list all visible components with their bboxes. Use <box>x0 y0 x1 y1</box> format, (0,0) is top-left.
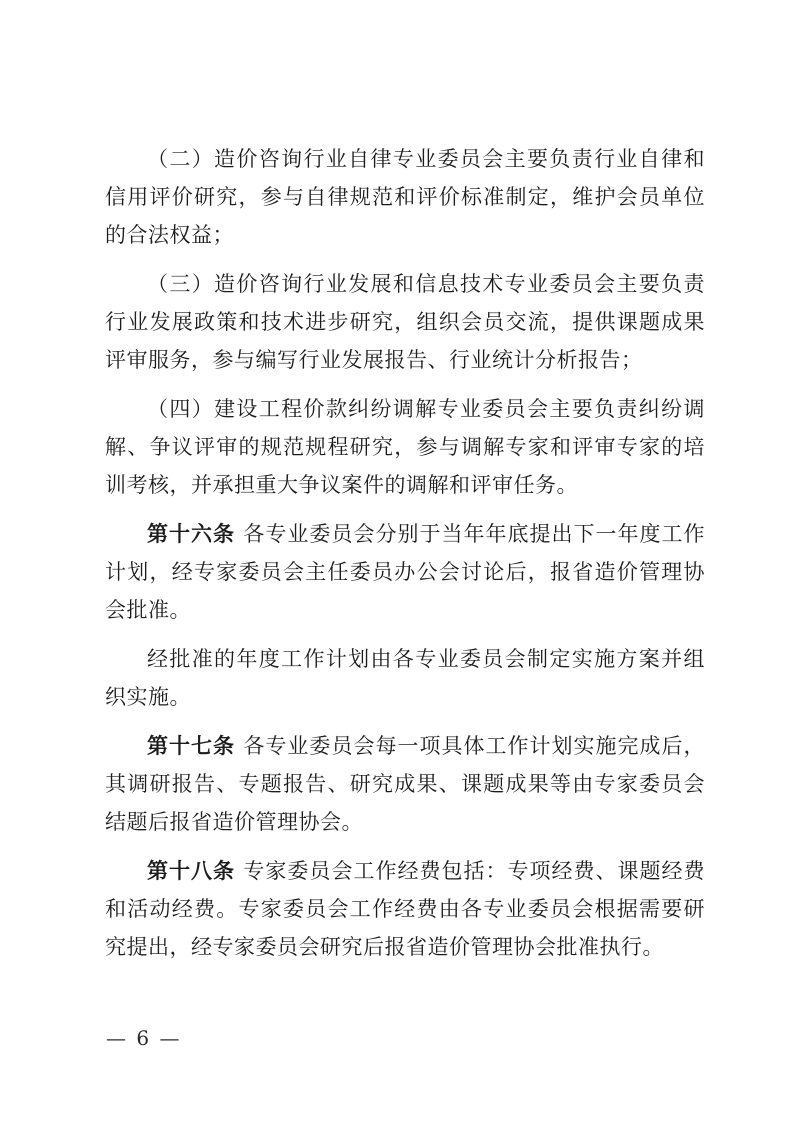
paragraph-article-18 <box>105 852 705 966</box>
paragraph-text: （四）建设工程价款纠纷调解专业委员会主要负责纠纷调解、争议评审的规范规程研究，参与调解专家和评审专家的培训考核，并承担重大争议案件的调解和评审任务。 <box>105 397 705 497</box>
paragraph-text: （三）造价咨询行业发展和信息技术专业委员会主要负责行业发展政策和技术进步研究，组织会员交流，提供课题成果评审服务，参与编写行业发展报告、行业统计分析报告； <box>105 272 705 372</box>
paragraph-article-16-continuation <box>105 640 705 716</box>
paragraph-text: 各专业委员会分别于当年年底提出下一年度工作计划，经专家委员会主任委员办公会讨论后，报省造价管理协会批准。 <box>105 522 706 622</box>
paragraph-text: 各专业委员会每一项具体工作计划实施完成后，其调研报告、专题报告、研究成果、课题成果等由专家委员会结题后报省造价管理协会。 <box>105 734 706 834</box>
paragraph-text: 经批准的年度工作计划由各专业委员会制定实施方案并组织实施。 <box>105 647 705 709</box>
paragraph-article-16 <box>105 515 705 629</box>
article-number-bold: 第十八条 <box>147 858 236 883</box>
paragraph-text: （二）造价咨询行业自律专业委员会主要负责行业自律和信用评价研究，参与自律规范和评价标准制定，维护会员单位的合法权益； <box>105 147 705 247</box>
article-number-bold: 第十六条 <box>147 521 236 546</box>
article-number-bold: 第十七条 <box>147 733 236 758</box>
paragraph-item-3 <box>105 265 705 379</box>
page-number: — 6 — <box>106 1026 182 1050</box>
paragraph-item-4 <box>105 390 705 504</box>
document-body <box>105 140 705 977</box>
paragraph-article-17 <box>105 727 705 841</box>
paragraph-item-2 <box>105 140 705 254</box>
paragraph-text: 专家委员会工作经费包括：专项经费、课题经费和活动经费。专家委员会工作经费由各专业委员会根据需要研究提出，经专家委员会研究后报省造价管理协会批准执行。 <box>105 859 706 959</box>
